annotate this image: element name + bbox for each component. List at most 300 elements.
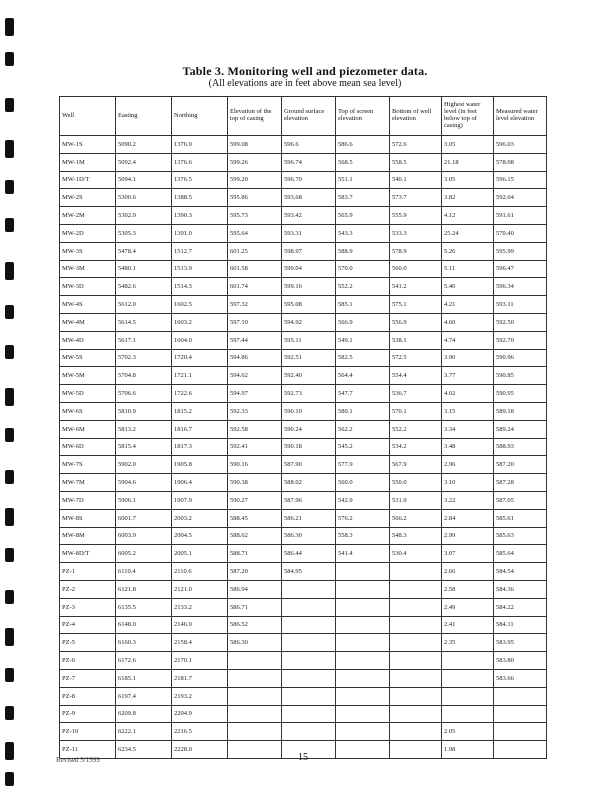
table-cell bbox=[228, 723, 282, 741]
well-id-cell: PZ-10 bbox=[60, 723, 116, 741]
table-cell: 6160.3 bbox=[116, 634, 172, 652]
table-cell: 6197.4 bbox=[116, 687, 172, 705]
table-cell bbox=[390, 634, 442, 652]
table-cell: 592.40 bbox=[282, 367, 336, 385]
table-cell bbox=[442, 652, 494, 670]
table-cell bbox=[494, 705, 547, 723]
table-row bbox=[60, 509, 547, 527]
well-id-cell: MW-2S bbox=[60, 189, 116, 207]
table-cell: 595.08 bbox=[282, 296, 336, 314]
table-cell bbox=[282, 741, 336, 759]
table-cell: 590.24 bbox=[282, 420, 336, 438]
table-cell: 590.95 bbox=[494, 385, 547, 403]
table-cell: 586.52 bbox=[228, 616, 282, 634]
table-cell: 597.32 bbox=[228, 296, 282, 314]
table-cell: 545.2 bbox=[336, 438, 390, 456]
table-cell bbox=[336, 634, 390, 652]
table-cell: 5094.1 bbox=[116, 171, 172, 189]
table-cell: 6135.5 bbox=[116, 598, 172, 616]
table-cell: 4.60 bbox=[442, 313, 494, 331]
table-cell: 593.31 bbox=[282, 224, 336, 242]
table-cell: 592.50 bbox=[494, 313, 547, 331]
table-cell: 5906.1 bbox=[116, 491, 172, 509]
punch-hole-mark bbox=[5, 668, 14, 682]
table-cell: 596.6 bbox=[282, 136, 336, 154]
table-cell bbox=[228, 741, 282, 759]
table-cell: 2.96 bbox=[442, 456, 494, 474]
well-id-cell: PZ-8 bbox=[60, 687, 116, 705]
table-cell: 549.1 bbox=[336, 331, 390, 349]
table-cell: 3.05 bbox=[442, 136, 494, 154]
table-cell: 5480.1 bbox=[116, 260, 172, 278]
table-cell bbox=[336, 741, 390, 759]
punch-hole-mark bbox=[5, 590, 14, 604]
table-cell: 1817.3 bbox=[172, 438, 228, 456]
table-cell: 593.68 bbox=[282, 189, 336, 207]
well-id-cell: MW-8M bbox=[60, 527, 116, 545]
table-cell: 587.05 bbox=[494, 491, 547, 509]
table-cell: 595.11 bbox=[282, 331, 336, 349]
table-cell: 595.73 bbox=[228, 207, 282, 225]
well-id-cell: PZ-7 bbox=[60, 669, 116, 687]
table-cell: 1815.2 bbox=[172, 402, 228, 420]
table-cell: 1376.9 bbox=[172, 136, 228, 154]
table-cell bbox=[442, 705, 494, 723]
table-cell: 21.18 bbox=[442, 153, 494, 171]
table-cell bbox=[336, 687, 390, 705]
table-cell: 588.71 bbox=[228, 545, 282, 563]
table-cell bbox=[494, 741, 547, 759]
table-cell: 5478.4 bbox=[116, 242, 172, 260]
table-cell: 6185.1 bbox=[116, 669, 172, 687]
table-cell bbox=[336, 598, 390, 616]
table-cell: 590.18 bbox=[282, 438, 336, 456]
table-cell: 1391.0 bbox=[172, 224, 228, 242]
table-row bbox=[60, 687, 547, 705]
table-cell: 593.42 bbox=[282, 207, 336, 225]
table-cell: 562.2 bbox=[336, 420, 390, 438]
column-header: Well bbox=[60, 97, 116, 136]
table-cell: 2204.9 bbox=[172, 705, 228, 723]
table-cell: 578.08 bbox=[494, 153, 547, 171]
table-cell: 1721.1 bbox=[172, 367, 228, 385]
table-cell bbox=[390, 616, 442, 634]
well-id-cell: PZ-6 bbox=[60, 652, 116, 670]
table-cell: 586.6 bbox=[336, 136, 390, 154]
well-id-cell: PZ-11 bbox=[60, 741, 116, 759]
table-cell: 534.2 bbox=[390, 438, 442, 456]
table-cell: 552.2 bbox=[336, 278, 390, 296]
revision-note: Revised 5/1999 bbox=[56, 756, 100, 764]
table-cell: 597.44 bbox=[228, 331, 282, 349]
table-row bbox=[60, 723, 547, 741]
table-cell: 6222.1 bbox=[116, 723, 172, 741]
table-cell bbox=[336, 669, 390, 687]
table-cell: 5482.6 bbox=[116, 278, 172, 296]
table-cell: 3.48 bbox=[442, 438, 494, 456]
table-cell bbox=[390, 563, 442, 581]
table-cell: 596.74 bbox=[282, 153, 336, 171]
table-cell bbox=[282, 723, 336, 741]
table-cell: 568.5 bbox=[336, 153, 390, 171]
table-cell: 2.84 bbox=[442, 509, 494, 527]
table-cell: 1514.3 bbox=[172, 278, 228, 296]
table-cell bbox=[390, 723, 442, 741]
table-cell: 5612.0 bbox=[116, 296, 172, 314]
table-cell: 580.1 bbox=[336, 402, 390, 420]
punch-hole-mark bbox=[5, 706, 14, 720]
table-row bbox=[60, 438, 547, 456]
table-cell: 601.58 bbox=[228, 260, 282, 278]
table-row bbox=[60, 669, 547, 687]
table-cell: 3.90 bbox=[442, 349, 494, 367]
well-id-cell: MW-3M bbox=[60, 260, 116, 278]
table-cell: 3.22 bbox=[442, 491, 494, 509]
table-cell: 2193.2 bbox=[172, 687, 228, 705]
punch-hole-mark bbox=[5, 98, 14, 112]
table-cell: 5815.4 bbox=[116, 438, 172, 456]
table-cell: 1602.5 bbox=[172, 296, 228, 314]
table-cell bbox=[282, 616, 336, 634]
punch-hole-mark bbox=[5, 305, 14, 319]
table-cell: 1603.2 bbox=[172, 313, 228, 331]
table-cell: 3.77 bbox=[442, 367, 494, 385]
table-cell: 3.82 bbox=[442, 189, 494, 207]
table-cell: 1376.6 bbox=[172, 153, 228, 171]
table-cell: 5302.9 bbox=[116, 207, 172, 225]
table-cell: 1390.3 bbox=[172, 207, 228, 225]
table-cell bbox=[390, 669, 442, 687]
table-row bbox=[60, 491, 547, 509]
table-cell: 596.70 bbox=[282, 171, 336, 189]
table-cell: 558.5 bbox=[390, 153, 442, 171]
table-cell: 586.30 bbox=[228, 634, 282, 652]
table-cell: 2.58 bbox=[442, 580, 494, 598]
table-cell bbox=[390, 652, 442, 670]
column-header: Bottom of well elevation bbox=[390, 97, 442, 136]
table-cell: 587.90 bbox=[282, 456, 336, 474]
table-cell: 593.11 bbox=[494, 296, 547, 314]
table-cell: 548.3 bbox=[390, 527, 442, 545]
table-cell: 570.0 bbox=[336, 260, 390, 278]
table-row bbox=[60, 260, 547, 278]
table-cell: 5702.3 bbox=[116, 349, 172, 367]
table-cell: 585.1 bbox=[336, 296, 390, 314]
table-cell bbox=[282, 652, 336, 670]
table-cell: 599.04 bbox=[282, 260, 336, 278]
table-row bbox=[60, 527, 547, 545]
table-row bbox=[60, 616, 547, 634]
table-cell: 592.04 bbox=[494, 189, 547, 207]
table-cell: 2.05 bbox=[442, 723, 494, 741]
table-row bbox=[60, 402, 547, 420]
table-cell bbox=[282, 687, 336, 705]
table-cell: 572.5 bbox=[390, 349, 442, 367]
table-cell: 586.71 bbox=[228, 598, 282, 616]
table-cell: 5706.6 bbox=[116, 385, 172, 403]
table-cell: 584.95 bbox=[282, 563, 336, 581]
table-cell: 588.02 bbox=[282, 474, 336, 492]
table-cell: 530.4 bbox=[390, 545, 442, 563]
table-cell: 547.7 bbox=[336, 385, 390, 403]
table-cell: 3.34 bbox=[442, 420, 494, 438]
punch-hole-strip bbox=[2, 0, 18, 800]
well-id-cell: MW-4D bbox=[60, 331, 116, 349]
table-cell: 2.99 bbox=[442, 527, 494, 545]
table-cell: 590.16 bbox=[228, 456, 282, 474]
table-cell: 575.1 bbox=[390, 296, 442, 314]
table-cell: 570.1 bbox=[390, 402, 442, 420]
table-cell: 1905.8 bbox=[172, 456, 228, 474]
table-cell: 585.64 bbox=[494, 545, 547, 563]
table-cell: 533.3 bbox=[390, 224, 442, 242]
table-cell: 596.15 bbox=[494, 171, 547, 189]
punch-hole-mark bbox=[5, 628, 14, 646]
table-cell: 595.64 bbox=[228, 224, 282, 242]
table-cell: 590.27 bbox=[228, 491, 282, 509]
table-cell: 591.61 bbox=[494, 207, 547, 225]
punch-hole-mark bbox=[5, 742, 14, 760]
table-row bbox=[60, 385, 547, 403]
table-cell: 531.9 bbox=[390, 491, 442, 509]
well-id-cell: MW-2M bbox=[60, 207, 116, 225]
well-id-cell: MW-1M bbox=[60, 153, 116, 171]
table-cell: 583.7 bbox=[336, 189, 390, 207]
table-cell: 2.49 bbox=[442, 598, 494, 616]
table-cell: 564.4 bbox=[336, 367, 390, 385]
punch-hole-mark bbox=[5, 548, 14, 562]
table-cell: 586.21 bbox=[282, 509, 336, 527]
table-cell: 595.99 bbox=[494, 242, 547, 260]
table-cell: 5305.3 bbox=[116, 224, 172, 242]
table-cell: 6172.6 bbox=[116, 652, 172, 670]
table-cell: 592.33 bbox=[228, 402, 282, 420]
table-cell: 1513.9 bbox=[172, 260, 228, 278]
table-cell bbox=[336, 563, 390, 581]
table-row bbox=[60, 705, 547, 723]
table-cell: 550.0 bbox=[390, 474, 442, 492]
table-cell: 4.12 bbox=[442, 207, 494, 225]
punch-hole-mark bbox=[5, 388, 14, 406]
table-row bbox=[60, 349, 547, 367]
punch-hole-mark bbox=[5, 52, 14, 66]
well-id-cell: MW-3D bbox=[60, 278, 116, 296]
well-id-cell: PZ-5 bbox=[60, 634, 116, 652]
table-row bbox=[60, 580, 547, 598]
table-cell: 2228.0 bbox=[172, 741, 228, 759]
well-id-cell: MW-1S bbox=[60, 136, 116, 154]
table-cell: 536.7 bbox=[390, 385, 442, 403]
table-cell: 573.7 bbox=[390, 189, 442, 207]
table-title: Table 3. Monitoring well and piezometer data. bbox=[182, 64, 428, 78]
table-row bbox=[60, 278, 547, 296]
table-cell: 592.51 bbox=[282, 349, 336, 367]
table-cell: 5.11 bbox=[442, 260, 494, 278]
table-cell bbox=[390, 687, 442, 705]
table-cell: 565.9 bbox=[336, 207, 390, 225]
table-cell: 6121.8 bbox=[116, 580, 172, 598]
table-cell: 578.9 bbox=[390, 242, 442, 260]
table-cell bbox=[228, 652, 282, 670]
column-header: Top of screen elevation bbox=[336, 97, 390, 136]
page-number: 15 bbox=[298, 752, 308, 763]
table-cell: 588.9 bbox=[336, 242, 390, 260]
table-cell: 567.9 bbox=[390, 456, 442, 474]
table-subtitle: (All elevations are in feet above mean sea level) bbox=[208, 78, 402, 89]
table-cell: 588.93 bbox=[494, 438, 547, 456]
table-cell: 2005.1 bbox=[172, 545, 228, 563]
table-header-row bbox=[60, 97, 547, 136]
table-cell: 6148.0 bbox=[116, 616, 172, 634]
table-cell: 6005.2 bbox=[116, 545, 172, 563]
table-cell: 541.2 bbox=[390, 278, 442, 296]
table-cell: 596.47 bbox=[494, 260, 547, 278]
table-cell: 595.86 bbox=[228, 189, 282, 207]
table-cell: 599.20 bbox=[228, 171, 282, 189]
well-id-cell: MW-7D bbox=[60, 491, 116, 509]
table-cell: 596.34 bbox=[494, 278, 547, 296]
table-cell bbox=[442, 669, 494, 687]
table-cell: 586.94 bbox=[228, 580, 282, 598]
punch-hole-mark bbox=[5, 18, 14, 36]
table-row bbox=[60, 136, 547, 154]
table-cell: 1907.9 bbox=[172, 491, 228, 509]
column-header: Elevation of the top of casing bbox=[228, 97, 282, 136]
table-cell: 25.24 bbox=[442, 224, 494, 242]
table-cell bbox=[336, 652, 390, 670]
table-cell: 2133.2 bbox=[172, 598, 228, 616]
table-cell bbox=[282, 669, 336, 687]
table-cell: 566.2 bbox=[390, 509, 442, 527]
table-row bbox=[60, 224, 547, 242]
table-row bbox=[60, 563, 547, 581]
table-cell: 589.18 bbox=[494, 402, 547, 420]
table-cell bbox=[228, 705, 282, 723]
table-cell: 4.74 bbox=[442, 331, 494, 349]
well-id-cell: PZ-4 bbox=[60, 616, 116, 634]
table-cell: 582.5 bbox=[336, 349, 390, 367]
well-id-cell: MW-5M bbox=[60, 367, 116, 385]
table-cell bbox=[390, 705, 442, 723]
table-row bbox=[60, 634, 547, 652]
table-cell: 587.20 bbox=[494, 456, 547, 474]
well-id-cell: MW-3S bbox=[60, 242, 116, 260]
table-cell: 583.95 bbox=[494, 634, 547, 652]
table-row bbox=[60, 474, 547, 492]
table-cell: 552.2 bbox=[390, 420, 442, 438]
table-cell: 5.40 bbox=[442, 278, 494, 296]
column-header: Easting bbox=[116, 97, 172, 136]
well-id-cell: MW-7M bbox=[60, 474, 116, 492]
table-cell: 2004.5 bbox=[172, 527, 228, 545]
table-cell: 538.1 bbox=[390, 331, 442, 349]
table-cell: 599.26 bbox=[228, 153, 282, 171]
table-cell: 6234.5 bbox=[116, 741, 172, 759]
table-cell bbox=[336, 723, 390, 741]
table-cell: 594.62 bbox=[228, 367, 282, 385]
table-cell bbox=[390, 580, 442, 598]
table-cell: 6209.8 bbox=[116, 705, 172, 723]
table-cell: 5614.5 bbox=[116, 313, 172, 331]
table-cell: 540.1 bbox=[390, 171, 442, 189]
table-cell: 2.35 bbox=[442, 634, 494, 652]
table-cell: 585.61 bbox=[494, 509, 547, 527]
table-cell: 5904.6 bbox=[116, 474, 172, 492]
column-header: Highest water level (in feet below top of casing) bbox=[442, 97, 494, 136]
table-row bbox=[60, 313, 547, 331]
table-row bbox=[60, 242, 547, 260]
column-header: Ground surface elevation bbox=[282, 97, 336, 136]
table-cell bbox=[336, 616, 390, 634]
table-cell: 594.92 bbox=[282, 313, 336, 331]
table-cell: 4.21 bbox=[442, 296, 494, 314]
table-cell: 590.38 bbox=[228, 474, 282, 492]
table-cell: 5092.4 bbox=[116, 153, 172, 171]
table-cell: 2158.4 bbox=[172, 634, 228, 652]
well-id-cell: MW-8S bbox=[60, 509, 116, 527]
table-cell bbox=[282, 580, 336, 598]
punch-hole-mark bbox=[5, 180, 14, 194]
table-cell: 1906.4 bbox=[172, 474, 228, 492]
table-cell: 586.44 bbox=[282, 545, 336, 563]
table-cell: 556.9 bbox=[390, 313, 442, 331]
table-cell: 2216.5 bbox=[172, 723, 228, 741]
table-cell: 2121.0 bbox=[172, 580, 228, 598]
table-cell: 598.97 bbox=[282, 242, 336, 260]
table-cell: 2003.2 bbox=[172, 509, 228, 527]
table-cell bbox=[494, 723, 547, 741]
table-cell: 566.9 bbox=[336, 313, 390, 331]
table-cell: 577.9 bbox=[336, 456, 390, 474]
table-cell: 1604.0 bbox=[172, 331, 228, 349]
table-cell: 576.2 bbox=[336, 509, 390, 527]
table-cell: 3.10 bbox=[442, 474, 494, 492]
table-row bbox=[60, 171, 547, 189]
table-cell: 592.73 bbox=[282, 385, 336, 403]
table-cell bbox=[282, 705, 336, 723]
table-cell: 6003.9 bbox=[116, 527, 172, 545]
well-id-cell: MW-4S bbox=[60, 296, 116, 314]
table-row bbox=[60, 331, 547, 349]
well-id-cell: MW-6M bbox=[60, 420, 116, 438]
well-id-cell: PZ-9 bbox=[60, 705, 116, 723]
punch-hole-mark bbox=[5, 772, 14, 786]
well-id-cell: MW-6D bbox=[60, 438, 116, 456]
table-body bbox=[60, 136, 547, 759]
table-cell bbox=[336, 705, 390, 723]
table-cell: 594.86 bbox=[228, 349, 282, 367]
table-cell: 1376.5 bbox=[172, 171, 228, 189]
punch-hole-mark bbox=[5, 140, 14, 158]
table-cell: 2181.7 bbox=[172, 669, 228, 687]
table-cell bbox=[494, 687, 547, 705]
table-row bbox=[60, 545, 547, 563]
table-cell: 5704.8 bbox=[116, 367, 172, 385]
table-cell: 551.1 bbox=[336, 171, 390, 189]
well-id-cell: MW-5S bbox=[60, 349, 116, 367]
table-cell: 588.62 bbox=[228, 527, 282, 545]
table-cell: 584.36 bbox=[494, 580, 547, 598]
table-cell: 587.28 bbox=[494, 474, 547, 492]
table-cell bbox=[282, 598, 336, 616]
table-cell: 5810.9 bbox=[116, 402, 172, 420]
punch-hole-mark bbox=[5, 428, 14, 442]
table-cell: 5.26 bbox=[442, 242, 494, 260]
table-cell: 5813.2 bbox=[116, 420, 172, 438]
table-cell: 1722.6 bbox=[172, 385, 228, 403]
table-cell: 586.30 bbox=[282, 527, 336, 545]
well-id-cell: MW-4M bbox=[60, 313, 116, 331]
